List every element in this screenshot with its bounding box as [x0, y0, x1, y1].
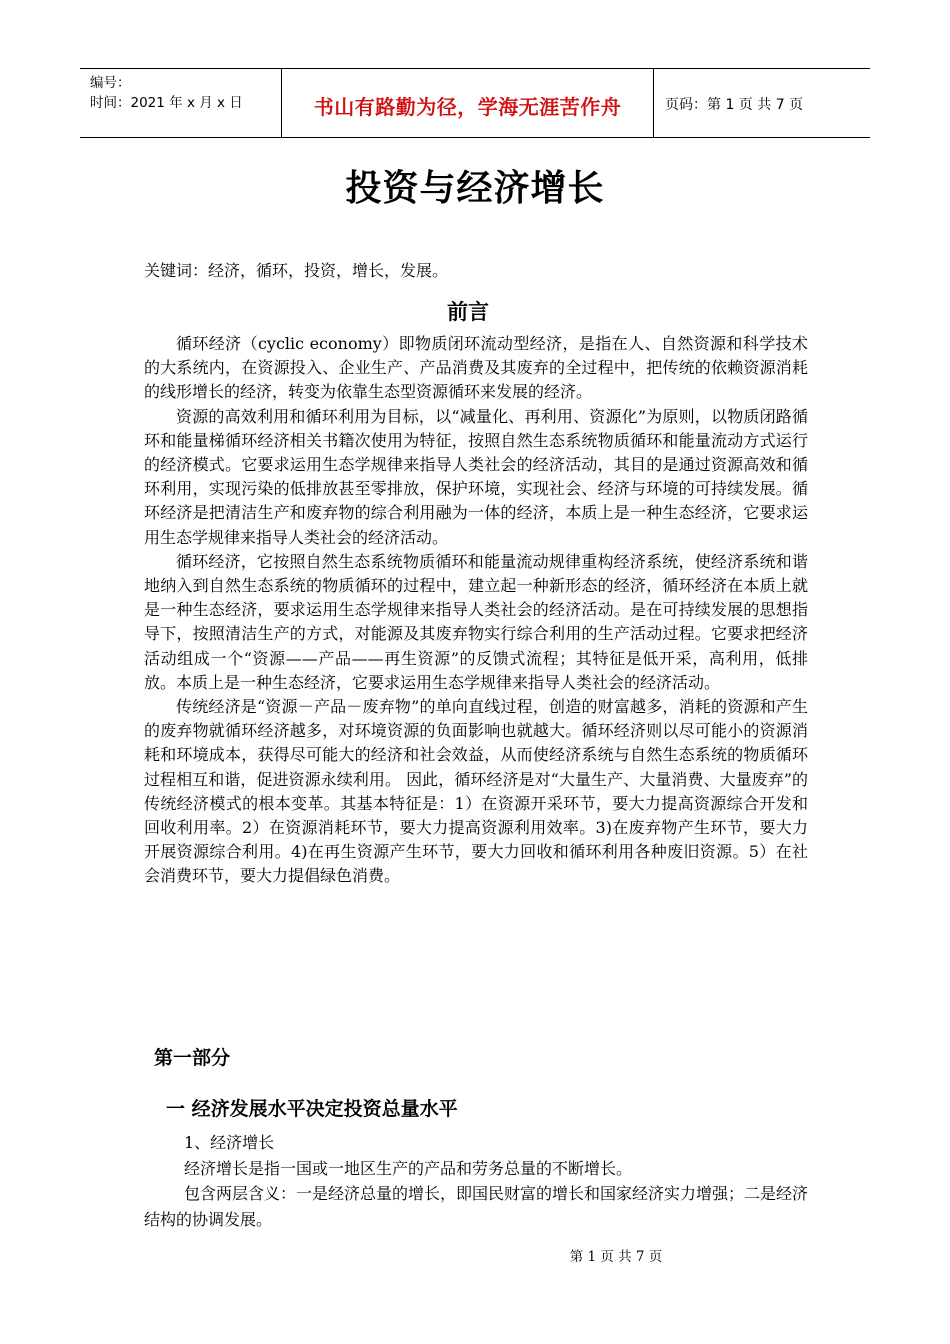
section-heading: 一 经济发展水平决定投资总量水平	[166, 1098, 458, 1120]
preface-paragraph: 资源的高效利用和循环利用为目标，以“减量化、再利用、资源化”为原则，以物质闭路循环和能量梯循环经济相关书籍次使用为特征，按照自然生态系统物质循环和能量流动方式运行的经济模式。它要求运用生态学规律来指导人类社会的经济活动，其目的是通过资源高效和循环利用，实现污染的低排放甚至零排放，保护环境，实现社会、经济与环境的可持续发展。循环经济是把清洁生产和废弃物的综合利用融为一体的经济，本质上是一种生态经济，它要求运用生态学规律来指导人类社会的经济活动。	[144, 406, 808, 547]
header-number-label: 编号：	[90, 75, 131, 91]
section-paragraph: 包含两层含义：一是经济总量的增长，即国民财富的增长和国家经济实力增强；二是经济结构的协调发展。	[144, 1184, 809, 1229]
preface-paragraph: 循环经济，它按照自然生态系统物质循环和能量流动规律重构经济系统，使经济系统和谐地纳入到自然生态系统的物质循环的过程中，建立起一种新形态的经济，循环经济在本质上就是一种生态经济，要求运用生态学规律来指导人类社会的经济活动。是在可持续发展的思想指导下，按照清洁生产的方式，对能源及其废弃物实行综合利用的生产活动过程。它要求把经济活动组成一个“资源——产品——再生资源”的反馈式流程；其特征是低开采，高利用，低排放。本质上是一种生态经济，它要求运用生态学规律来指导人类社会的经济活动。	[144, 551, 808, 692]
preface-body	[144, 332, 808, 889]
preface-heading: 前言	[447, 300, 489, 324]
section-body	[144, 1130, 808, 1232]
page-footer: 第 1 页 共 7 页	[569, 1249, 663, 1265]
header-divider	[653, 69, 654, 137]
page-header	[80, 68, 870, 138]
header-page-info: 页码：第 1 页 共 7 页	[665, 97, 804, 113]
header-motto: 书山有路勤为径，学海无涯苦作舟	[313, 95, 622, 119]
part-heading: 第一部分	[154, 1047, 231, 1069]
preface-paragraph: 传统经济是“资源－产品－废弃物”的单向直线过程，创造的财富越多，消耗的资源和产生的废弃物就循环经济越多，对环境资源的负面影响也就越大。循环经济则以尽可能小的资源消耗和环境成本，获得尽可能大的经济和社会效益，从而使经济系统与自然生态系统的物质循环过程相互和谐，促进资源永续利用。 因此，循环经济是对“大量生产、大量消费、大量废弃”的传统经济模式的根本变革。其基本特征是：1）在资源开采环节，要大力提高资源综合开发和回收利用率。2）在资源消耗环节，要大力提高资源利用效率。3)在废弃物产生环节，要大力开展资源综合利用。4)在再生资源产生环节，要大力回收和循环利用各种废旧资源。5）在社会消费环节，要大力提倡绿色消费。	[144, 697, 808, 886]
header-time-label: 时间：2021 年 x 月 x 日	[90, 95, 243, 111]
keywords-line: 关键词：经济，循环，投资，增长，发展。	[144, 261, 449, 280]
section-paragraph: 经济增长是指一国或一地区生产的产品和劳务总量的不断增长。	[184, 1158, 633, 1178]
preface-paragraph: 循环经济（cyclic economy）即物质闭环流动型经济，是指在人、自然资源和科学技术的大系统内，在资源投入、企业生产、产品消费及其废弃的全过程中，把传统的依赖资源消耗的线形增长的经济，转变为依靠生态型资源循环来发展的经济。	[144, 334, 808, 402]
header-meta	[90, 73, 243, 113]
section-paragraph: 1、经济增长	[184, 1133, 275, 1152]
document-title: 投资与经济增长	[345, 168, 605, 209]
